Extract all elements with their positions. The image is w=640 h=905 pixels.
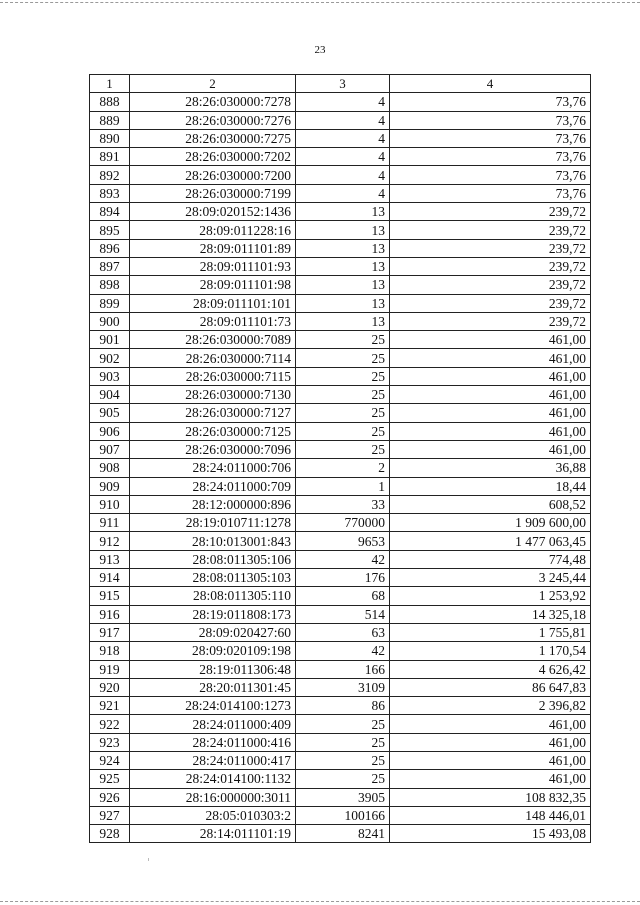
amount-cell: 108 832,35 — [390, 788, 591, 806]
quantity-cell: 3905 — [296, 788, 390, 806]
table-row — [90, 569, 591, 587]
table-row — [90, 751, 591, 769]
quantity-cell: 9653 — [296, 532, 390, 550]
row-number-cell: 892 — [90, 166, 130, 184]
amount-cell: 461,00 — [390, 404, 591, 422]
table-row — [90, 111, 591, 129]
cadastral-number-cell: 28:26:030000:7130 — [130, 386, 296, 404]
quantity-cell: 13 — [296, 257, 390, 275]
table-row — [90, 660, 591, 678]
quantity-cell: 25 — [296, 367, 390, 385]
scan-speck — [148, 858, 149, 861]
amount-cell: 1 909 600,00 — [390, 514, 591, 532]
amount-cell: 461,00 — [390, 422, 591, 440]
cadastral-number-cell: 28:09:020109:198 — [130, 642, 296, 660]
quantity-cell: 25 — [296, 422, 390, 440]
row-number-cell: 922 — [90, 715, 130, 733]
row-number-cell: 893 — [90, 184, 130, 202]
row-number-cell: 914 — [90, 569, 130, 587]
cadastral-number-cell: 28:26:030000:7199 — [130, 184, 296, 202]
row-number-cell: 924 — [90, 751, 130, 769]
row-number-cell: 919 — [90, 660, 130, 678]
table-row — [90, 203, 591, 221]
quantity-cell: 63 — [296, 623, 390, 641]
amount-cell: 461,00 — [390, 331, 591, 349]
amount-cell: 461,00 — [390, 751, 591, 769]
amount-cell: 73,76 — [390, 93, 591, 111]
amount-cell: 73,76 — [390, 129, 591, 147]
table-row — [90, 532, 591, 550]
quantity-cell: 4 — [296, 129, 390, 147]
cadastral-number-cell: 28:09:020427:60 — [130, 623, 296, 641]
row-number-cell: 915 — [90, 587, 130, 605]
table-row — [90, 550, 591, 568]
amount-cell: 73,76 — [390, 184, 591, 202]
table-row — [90, 129, 591, 147]
quantity-cell: 4 — [296, 166, 390, 184]
row-number-cell: 903 — [90, 367, 130, 385]
quantity-cell: 68 — [296, 587, 390, 605]
data-table — [89, 74, 591, 843]
cadastral-number-cell: 28:08:011305:106 — [130, 550, 296, 568]
row-number-cell: 911 — [90, 514, 130, 532]
amount-cell: 774,48 — [390, 550, 591, 568]
row-number-cell: 908 — [90, 459, 130, 477]
row-number-cell: 898 — [90, 276, 130, 294]
row-number-cell: 921 — [90, 697, 130, 715]
amount-cell: 461,00 — [390, 770, 591, 788]
row-number-cell: 890 — [90, 129, 130, 147]
row-number-cell: 888 — [90, 93, 130, 111]
amount-cell: 461,00 — [390, 715, 591, 733]
row-number-cell: 923 — [90, 733, 130, 751]
row-number-cell: 901 — [90, 331, 130, 349]
table-header-row — [90, 75, 591, 93]
cadastral-number-cell: 28:12:000000:896 — [130, 495, 296, 513]
amount-cell: 1 477 063,45 — [390, 532, 591, 550]
quantity-cell: 4 — [296, 111, 390, 129]
amount-cell: 14 325,18 — [390, 605, 591, 623]
row-number-cell: 895 — [90, 221, 130, 239]
table-row — [90, 294, 591, 312]
table-row — [90, 495, 591, 513]
table-row — [90, 166, 591, 184]
cadastral-number-cell: 28:09:011101:89 — [130, 239, 296, 257]
cadastral-number-cell: 28:24:014100:1132 — [130, 770, 296, 788]
quantity-cell: 42 — [296, 642, 390, 660]
table-row — [90, 440, 591, 458]
cadastral-number-cell: 28:14:011101:19 — [130, 825, 296, 843]
amount-cell: 3 245,44 — [390, 569, 591, 587]
amount-cell: 239,72 — [390, 312, 591, 330]
column-header-3: 3 — [296, 75, 390, 93]
amount-cell: 73,76 — [390, 148, 591, 166]
quantity-cell: 13 — [296, 203, 390, 221]
amount-cell: 4 626,42 — [390, 660, 591, 678]
cadastral-number-cell: 28:26:030000:7275 — [130, 129, 296, 147]
table-row — [90, 697, 591, 715]
amount-cell: 239,72 — [390, 294, 591, 312]
quantity-cell: 13 — [296, 221, 390, 239]
amount-cell: 148 446,01 — [390, 806, 591, 824]
cadastral-number-cell: 28:08:011305:110 — [130, 587, 296, 605]
row-number-cell: 926 — [90, 788, 130, 806]
page-bottom-edge — [0, 901, 640, 902]
cadastral-number-cell: 28:19:010711:1278 — [130, 514, 296, 532]
quantity-cell: 13 — [296, 276, 390, 294]
amount-cell: 239,72 — [390, 221, 591, 239]
amount-cell: 239,72 — [390, 276, 591, 294]
quantity-cell: 25 — [296, 386, 390, 404]
quantity-cell: 25 — [296, 349, 390, 367]
row-number-cell: 902 — [90, 349, 130, 367]
cadastral-number-cell: 28:09:011101:93 — [130, 257, 296, 275]
quantity-cell: 25 — [296, 751, 390, 769]
quantity-cell: 770000 — [296, 514, 390, 532]
table-row — [90, 184, 591, 202]
row-number-cell: 904 — [90, 386, 130, 404]
row-number-cell: 897 — [90, 257, 130, 275]
quantity-cell: 176 — [296, 569, 390, 587]
table-row — [90, 678, 591, 696]
column-header-1: 1 — [90, 75, 130, 93]
column-header-2: 2 — [130, 75, 296, 93]
row-number-cell: 925 — [90, 770, 130, 788]
table-row — [90, 221, 591, 239]
cadastral-number-cell: 28:26:030000:7202 — [130, 148, 296, 166]
quantity-cell: 4 — [296, 184, 390, 202]
table-row — [90, 367, 591, 385]
amount-cell: 461,00 — [390, 349, 591, 367]
table-row — [90, 733, 591, 751]
table-row — [90, 642, 591, 660]
cadastral-number-cell: 28:24:011000:417 — [130, 751, 296, 769]
amount-cell: 2 396,82 — [390, 697, 591, 715]
quantity-cell: 25 — [296, 331, 390, 349]
table-row — [90, 386, 591, 404]
row-number-cell: 917 — [90, 623, 130, 641]
table-row — [90, 623, 591, 641]
amount-cell: 86 647,83 — [390, 678, 591, 696]
cadastral-number-cell: 28:19:011306:48 — [130, 660, 296, 678]
table-row — [90, 239, 591, 257]
cadastral-number-cell: 28:10:013001:843 — [130, 532, 296, 550]
row-number-cell: 896 — [90, 239, 130, 257]
quantity-cell: 42 — [296, 550, 390, 568]
cadastral-number-cell: 28:26:030000:7127 — [130, 404, 296, 422]
cadastral-number-cell: 28:26:030000:7114 — [130, 349, 296, 367]
quantity-cell: 100166 — [296, 806, 390, 824]
cadastral-number-cell: 28:19:011808:173 — [130, 605, 296, 623]
quantity-cell: 33 — [296, 495, 390, 513]
table-row — [90, 587, 591, 605]
amount-cell: 73,76 — [390, 111, 591, 129]
amount-cell: 239,72 — [390, 257, 591, 275]
cadastral-number-cell: 28:09:011228:16 — [130, 221, 296, 239]
amount-cell: 15 493,08 — [390, 825, 591, 843]
table-row — [90, 312, 591, 330]
amount-cell: 18,44 — [390, 477, 591, 495]
amount-cell: 1 253,92 — [390, 587, 591, 605]
cadastral-number-cell: 28:26:030000:7125 — [130, 422, 296, 440]
quantity-cell: 1 — [296, 477, 390, 495]
quantity-cell: 514 — [296, 605, 390, 623]
quantity-cell: 25 — [296, 440, 390, 458]
column-header-4: 4 — [390, 75, 591, 93]
table-row — [90, 349, 591, 367]
amount-cell: 608,52 — [390, 495, 591, 513]
row-number-cell: 909 — [90, 477, 130, 495]
table-row — [90, 788, 591, 806]
quantity-cell: 2 — [296, 459, 390, 477]
amount-cell: 73,76 — [390, 166, 591, 184]
table-row — [90, 276, 591, 294]
quantity-cell: 25 — [296, 770, 390, 788]
row-number-cell: 927 — [90, 806, 130, 824]
cadastral-number-cell: 28:26:030000:7200 — [130, 166, 296, 184]
row-number-cell: 899 — [90, 294, 130, 312]
quantity-cell: 25 — [296, 404, 390, 422]
amount-cell: 36,88 — [390, 459, 591, 477]
table-row — [90, 404, 591, 422]
table-row — [90, 514, 591, 532]
quantity-cell: 13 — [296, 294, 390, 312]
table-row — [90, 715, 591, 733]
cadastral-number-cell: 28:24:011000:706 — [130, 459, 296, 477]
cadastral-number-cell: 28:26:030000:7096 — [130, 440, 296, 458]
table-row — [90, 422, 591, 440]
cadastral-number-cell: 28:26:030000:7089 — [130, 331, 296, 349]
row-number-cell: 928 — [90, 825, 130, 843]
quantity-cell: 25 — [296, 733, 390, 751]
amount-cell: 461,00 — [390, 440, 591, 458]
quantity-cell: 4 — [296, 148, 390, 166]
amount-cell: 1 755,81 — [390, 623, 591, 641]
row-number-cell: 889 — [90, 111, 130, 129]
cadastral-number-cell: 28:16:000000:3011 — [130, 788, 296, 806]
cadastral-number-cell: 28:26:030000:7278 — [130, 93, 296, 111]
cadastral-number-cell: 28:09:011101:101 — [130, 294, 296, 312]
cadastral-number-cell: 28:08:011305:103 — [130, 569, 296, 587]
quantity-cell: 8241 — [296, 825, 390, 843]
table-row — [90, 806, 591, 824]
table-row — [90, 825, 591, 843]
row-number-cell: 913 — [90, 550, 130, 568]
amount-cell: 461,00 — [390, 367, 591, 385]
cadastral-number-cell: 28:26:030000:7115 — [130, 367, 296, 385]
row-number-cell: 920 — [90, 678, 130, 696]
cadastral-number-cell: 28:26:030000:7276 — [130, 111, 296, 129]
amount-cell: 461,00 — [390, 733, 591, 751]
quantity-cell: 86 — [296, 697, 390, 715]
row-number-cell: 906 — [90, 422, 130, 440]
amount-cell: 239,72 — [390, 203, 591, 221]
row-number-cell: 905 — [90, 404, 130, 422]
quantity-cell: 3109 — [296, 678, 390, 696]
table-row — [90, 477, 591, 495]
cadastral-number-cell: 28:09:011101:98 — [130, 276, 296, 294]
page-top-edge — [0, 2, 640, 3]
row-number-cell: 894 — [90, 203, 130, 221]
row-number-cell: 891 — [90, 148, 130, 166]
quantity-cell: 4 — [296, 93, 390, 111]
cadastral-number-cell: 28:24:011000:709 — [130, 477, 296, 495]
cadastral-number-cell: 28:24:011000:416 — [130, 733, 296, 751]
row-number-cell: 912 — [90, 532, 130, 550]
row-number-cell: 900 — [90, 312, 130, 330]
row-number-cell: 907 — [90, 440, 130, 458]
amount-cell: 461,00 — [390, 386, 591, 404]
quantity-cell: 13 — [296, 312, 390, 330]
table-row — [90, 770, 591, 788]
quantity-cell: 166 — [296, 660, 390, 678]
quantity-cell: 13 — [296, 239, 390, 257]
row-number-cell: 918 — [90, 642, 130, 660]
quantity-cell: 25 — [296, 715, 390, 733]
cadastral-number-cell: 28:20:011301:45 — [130, 678, 296, 696]
table-row — [90, 148, 591, 166]
table-row — [90, 459, 591, 477]
cadastral-number-cell: 28:09:011101:73 — [130, 312, 296, 330]
amount-cell: 1 170,54 — [390, 642, 591, 660]
row-number-cell: 916 — [90, 605, 130, 623]
cadastral-number-cell: 28:09:020152:1436 — [130, 203, 296, 221]
row-number-cell: 910 — [90, 495, 130, 513]
cadastral-number-cell: 28:24:011000:409 — [130, 715, 296, 733]
table-row — [90, 93, 591, 111]
cadastral-number-cell: 28:24:014100:1273 — [130, 697, 296, 715]
table-row — [90, 257, 591, 275]
table-row — [90, 331, 591, 349]
page-number: 23 — [314, 44, 326, 56]
cadastral-number-cell: 28:05:010303:2 — [130, 806, 296, 824]
amount-cell: 239,72 — [390, 239, 591, 257]
table-row — [90, 605, 591, 623]
